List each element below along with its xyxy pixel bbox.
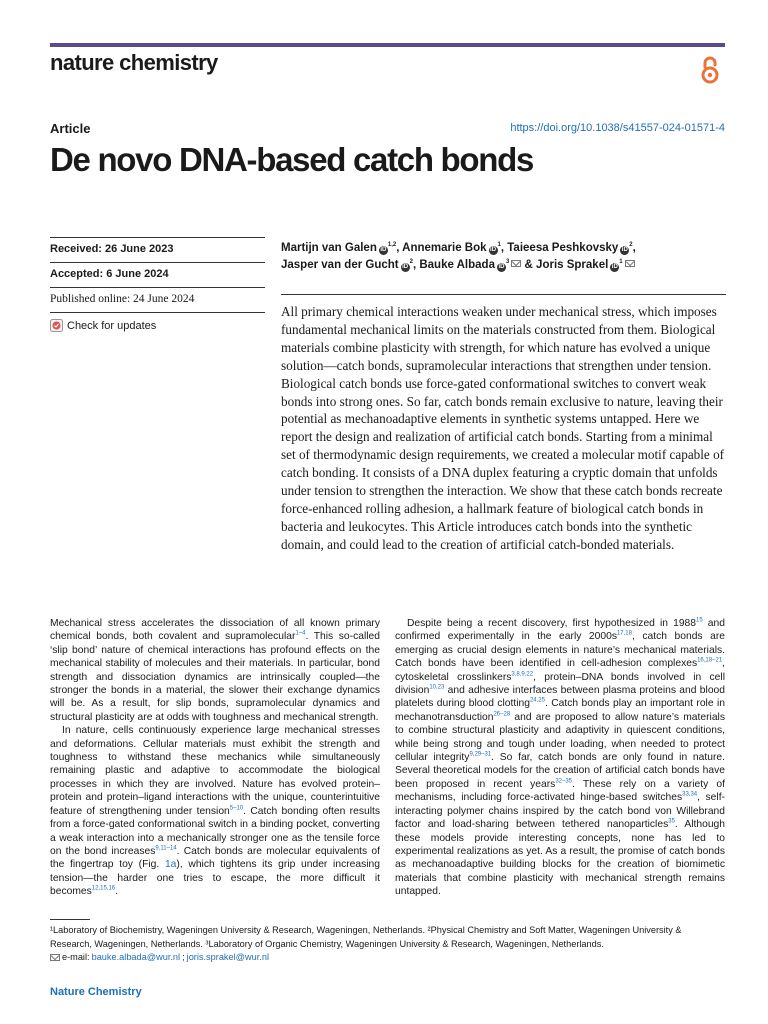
author-name[interactable]: Annemarie Bok [402,242,487,254]
citation-link[interactable]: 24,25 [529,698,545,705]
figure-link[interactable]: 1a [164,859,177,871]
meta-divider [50,237,265,238]
footer-journal-name[interactable]: Nature Chemistry [50,986,142,998]
journal-logo[interactable]: nature chemistry [50,50,218,75]
doi-link[interactable]: https://doi.org/10.1038/s41557-024-01571-4 [510,122,725,134]
open-access-icon [699,55,721,85]
header-accent-bar [50,43,725,47]
check-updates-icon [50,319,63,332]
orcid-icon[interactable]: iD [402,264,409,270]
orcid-icon[interactable]: iD [490,247,497,253]
citation-link[interactable]: 9,29–31 [469,751,492,758]
citation-link[interactable]: 9,11–14 [155,845,177,852]
citation-link[interactable]: 15 [696,617,703,624]
email-link[interactable]: bauke.albada@wur.nl [91,952,181,962]
citation-link[interactable]: 33,34 [682,791,698,798]
author-name[interactable]: Joris Sprakel [536,259,609,271]
author-divider [281,294,726,295]
citation-link[interactable]: 12,15,16 [91,885,116,892]
citation-link[interactable]: 16,18–21 [697,657,723,664]
email-envelope-icon[interactable] [625,260,635,267]
body-paragraph: In nature, cells continuously experience large mechanical stresses and deformations. Cellular materials must exhibit the strength and toughness to withstand these mechanics while simultaneously remaining plastic and adaptive to accommodate the biological processes in which they are involved. Nature has evolved protein–protein and protein–ligand interactions with the unique, counterintuitive feature of strengthening under tension$^{5-10}$. Catch bonding often results from a force-gated conformational switch in a binding pocket, converting a weak interaction into a mechanically stronger one as the tensile force on the bond increases$^{9,11-14}$. Catch bonds are molecular equivalents of the fingertrap toy (Fig. 1a), which tightens its grip under increasing tension—the harder one tries to escape, the more difficult it becomes$^{12,15,16}$. [50,725,380,898]
citation-link[interactable]: 17,18 [616,630,632,637]
citation-link[interactable]: 35 [668,818,675,825]
meta-divider [50,312,265,313]
orcid-icon[interactable]: iD [380,247,387,253]
orcid-icon[interactable]: iD [498,264,505,270]
email-envelope-icon[interactable] [511,260,521,267]
citation-link[interactable]: 3,8,9,22 [511,671,534,678]
body-column-left [50,617,380,899]
check-updates-label: Check for updates [67,319,157,332]
orcid-icon[interactable]: iD [621,247,628,253]
citation-link[interactable]: 10,23 [429,684,445,691]
accepted-date: Accepted: 6 June 2024 [50,268,169,280]
check-for-updates-button[interactable] [50,319,156,332]
author-name[interactable]: Bauke Albada [419,259,495,271]
body-paragraph: Despite being a recent discovery, first hypothesized in 1988$^{15}$ and confirmed experimentally in the early $2000s^{17,18}$, catch bonds are emerging as crucial design elements in nature’s mechanical materials. Catch bonds have been identified in cell-adhesion complexes$^{16,18-21}$, cytoskeletal crosslinkers$^{3,8,9,22}$, protein–DNA bonds involved in cell division$^{10,23}$ and adhesive interfaces between plasma proteins and blood platelets during blood clotting$^{24,25}$. Catch bonds play an important role in mechanotransduction$^{26-28}$ and are proposed to allow nature’s materials to combine structural plasticity and adaptivity in quiescent conditions, while being strong and tough under loading, when needed to protect cellular integrity$^{9,29-31}$. So far, catch bonds are only found in nature. Several theoretical models for the creation of artificial catch bonds have been proposed in recent years$^{32-35}$. These rely on a variety of mechanisms, including force-activated hinge-based switches$^{33,34}$, self-interacting polymer chains inspired by the catch bond von Willebrand factor and load-sharing between tethered nanoparticles$^{35}$. Although these models provide interesting concepts, none has led to experimental realizations as yet. As a result, the promise of catch bonds as mechanoadaptive building blocks for the creation of biomimetic materials that combine plasticity with mechanical strength remains untapped. [395,617,725,898]
author-name[interactable]: Jasper van der Gucht [281,259,399,271]
footnote-divider [50,919,90,920]
citation-link[interactable]: 26–28 [493,711,511,718]
citation-link[interactable]: 5–10 [229,805,244,812]
meta-divider [50,287,265,288]
body-paragraph: Mechanical stress accelerates the dissociation of all known primary chemical bonds, both covalent and supramolecular$^{1-4}$. This so-called ‘slip bond’ nature of chemical interactions has profound effects on the mechanical stability of molecules and their materials. In particular, bond strength and dissociation dynamics are intrinsically coupled—the stronger the bonds in a material, the slower their exchange dynamics will be. As a result, for slip bonds, supramolecular dynamics and structural plasticity are at odds with toughness and mechanical strength. [50,618,380,723]
received-date: Received: 26 June 2023 [50,243,174,255]
email-link[interactable]: joris.sprakel@wur.nl [186,952,269,962]
author-name[interactable]: Martijn van Galen [281,242,377,254]
meta-divider [50,262,265,263]
article-title: De novo DNA-based catch bonds [50,141,534,178]
author-list: Martijn van Galen iD$^{1,2}$, Annemarie Bok $iD^1$, Taieesa Peshkovsky $iD^2$, Jasper van der Gucht $iD^2$, Bauke Albada $iD^3$ & Joris Sprakel $iD^1$ [281,242,636,271]
correspondence-footnote: e-mail: bauke.albada@wur.nl ; joris.sprakel@wur.nl [50,952,269,962]
abstract: All primary chemical interactions weaken under mechanical stress, which imposes fundamental mechanical limits on the materials constructed from them. Biological materials combine plasticity with strength, for which nature has evolved a unique solution—catch bonds, supramolecular interactions that strengthen under tension. Biological catch bonds use force-gated conformational switches to convert weak bonds into strong ones. So far, catch bonds remain exclusive to nature, leaving their potential as mechanoadaptive elements in synthetic systems untapped. Here we report the design and realization of artificial catch bonds. Starting from a minimal set of thermodynamic design requirements, we created a molecular motif capable of catch bonding. It consists of a DNA duplex featuring a cryptic domain that unfolds under tension to strengthen the interaction. We show that these catch bonds recreate force-enhanced rolling adhesion, a hallmark feature of biological catch bonds in bacteria and leukocytes. This Article introduces catch bonds into the synthetic domain, and could lead to the creation of artificial catch-bonded materials. [281,304,725,552]
author-name[interactable]: Taieesa Peshkovsky [507,242,619,254]
citation-link[interactable]: 32–35 [555,778,573,785]
orcid-icon[interactable]: iD [611,264,618,270]
email-envelope-icon [50,954,60,961]
body-column-right [395,617,725,899]
published-date: Published online: 24 June 2024 [50,293,195,305]
citation-link[interactable]: 1–4 [295,630,306,637]
article-type-label: Article [50,121,91,136]
affiliations-footnote: ¹Laboratory of Biochemistry, Wageningen University & Research, Wageningen, Netherlands. ²Physical Chemistry and Soft Matter, Wageningen University & Research, Wageningen, Netherlands. ³Laboratory of Organic Chemistry, Wageningen University & Research, Wageningen, Netherlands. [50,925,682,949]
